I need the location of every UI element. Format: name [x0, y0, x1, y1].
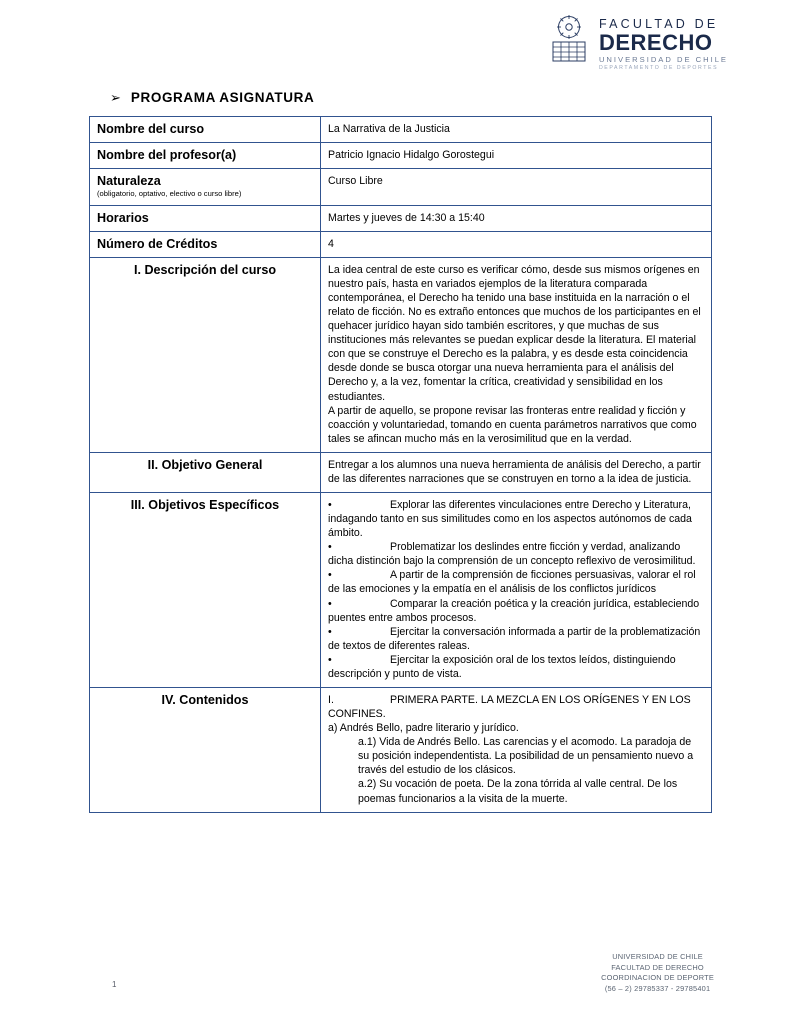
logo-line-department: DEPARTAMENTO DE DEPORTES [598, 65, 719, 72]
table-row [90, 687, 712, 812]
arrow-bullet-icon: ➢ [110, 90, 121, 105]
footer-line: (56 – 2) 29785337 - 29785401 [604, 984, 711, 994]
bullet-item [328, 597, 704, 625]
bullet-text: Ejercitar la exposición oral de los textos leídos, distinguiendo descripción y punto de vista. [328, 653, 676, 680]
content-line-indented: a.1) Vida de Andrés Bello. Las carencias y el acomodo. La paradoja de su posición independentista. La posibilidad de un pensamiento nuevo a través del estudio de los clásicos. [358, 736, 694, 777]
bullet-item [328, 540, 704, 568]
bullet-text: Comparar la creación poética y la creación jurídica, estableciendo puentes entre ambos procesos. [328, 597, 700, 624]
logo-line-derecho: DERECHO [598, 29, 713, 55]
row-value-contents [321, 687, 712, 812]
row-label: Número de Créditos [90, 231, 321, 257]
content-line: a) Andrés Bello, padre literario y jurídico. [328, 722, 519, 735]
logo-text-block [599, 14, 728, 71]
bullet-item [328, 625, 704, 653]
bullet-text: Explorar las diferentes vinculaciones entre Derecho y Literatura, indagando tanto en sus similitudes como en los aspectos autónomos de cada ámbito. [328, 498, 692, 540]
content-numbered-line [328, 693, 704, 721]
page-title: PROGRAMA ASIGNATURA [130, 90, 315, 105]
table-row [90, 143, 712, 169]
row-label: Horarios [90, 205, 321, 231]
table-row [90, 231, 712, 257]
bullet-item [328, 653, 704, 681]
bullet-text: A partir de la comprensión de ficciones persuasivas, valorar el rol de las emociones y la empatía en el análisis de los conflictos jurídicos [328, 569, 696, 596]
document-title-row [110, 90, 314, 105]
row-label-text: Naturaleza [97, 174, 161, 189]
row-value: Martes y jueves de 14:30 a 15:40 [321, 205, 712, 231]
row-value-bullets [321, 492, 712, 687]
bullet-marker: • [328, 653, 332, 666]
bullet-item [328, 568, 704, 596]
table-row [90, 492, 712, 687]
university-crest-icon [547, 14, 591, 66]
content-text: PRIMERA PARTE. LA MEZCLA EN LOS ORÍGENES Y EN LOS CONFINES. [328, 693, 691, 721]
table-row [90, 452, 712, 492]
row-value: Curso Libre [321, 169, 712, 205]
bullet-marker: • [328, 625, 332, 638]
row-label: Nombre del profesor(a) [90, 143, 321, 169]
footer-institution-block [601, 952, 714, 995]
row-label-note: (obligatorio, optativo, electivo o curso libre) [97, 189, 242, 199]
row-value: 4 [321, 231, 712, 257]
row-label: I. Descripción del curso [90, 257, 321, 452]
bullet-marker: • [328, 541, 332, 554]
content-marker: I. [328, 693, 334, 706]
table-row [90, 257, 712, 452]
row-label: Nombre del curso [90, 117, 321, 143]
bullet-marker: • [328, 569, 332, 582]
bullet-item [328, 498, 704, 540]
row-label: IV. Contenidos [90, 687, 321, 812]
table-row [90, 205, 712, 231]
page-number: 1 [112, 980, 117, 989]
row-value: La Narrativa de la Justicia [321, 117, 712, 143]
content-line-indented: a.2) Su vocación de poeta. De la zona tórrida al valle central. De los poemas funcionarios a la visita de la muerte. [358, 778, 678, 805]
bullet-text: Ejercitar la conversación informada a partir de la problematización de textos de diferentes raleas. [328, 625, 701, 652]
bullet-marker: • [328, 597, 332, 610]
table-row [90, 169, 712, 205]
row-value: Entregar a los alumnos una nueva herramienta de análisis del Derecho, a partir de las diferentes narraciones que se construyen en torno a la idea de justicia. [321, 452, 712, 492]
bullet-text: Problematizar los deslindes entre ficción y verdad, analizando dicha distinción bajo la comprensión de un concepto reflexivo de verosimilitud. [328, 541, 696, 568]
row-label: III. Objetivos Específicos [90, 492, 321, 687]
row-value: La idea central de este curso es verificar cómo, desde sus mismos orígenes en nuestro país, hasta en variados ejemplos de la literatura comparada contemporánea, el Derecho ha tenido una base instituida en la narración o el relato de ficción. No es extraño entonces que muchos de los participantes en el quehacer jurídico hayan sido también escritores, y que muchas de sus instituciones más relevantes se puedan explicar desde la literatura. El material con que se construye el Derecho es la palabra, y es desde esta coincidencia desde donde se busca otorgar una nueva herramienta para el análisis del Derecho y, a la vez, fomentar la crítica, creatividad y sensibilidad en los estudiantes. A partir de aquello, se propone revisar las fronteras entre realidad y ficción y coacción y voluntariedad, tomando en cuenta parámetros narrativos que como tales se afincan mucho más en la verosimilitud que en la verdad. [321, 257, 712, 452]
footer-line: UNIVERSIDAD DE CHILE [612, 952, 703, 961]
row-value: Patricio Ignacio Hidalgo Gorostegui [321, 143, 712, 169]
bullet-marker: • [328, 498, 332, 511]
row-label: II. Objetivo General [90, 452, 321, 492]
footer-line: COORDINACION DE DEPORTE [601, 973, 714, 983]
logo-line-faculty: FACULTAD DE [598, 17, 719, 31]
logo-line-university: UNIVERSIDAD DE CHILE [598, 54, 728, 64]
table-row [90, 117, 712, 143]
faculty-logo [547, 14, 728, 71]
program-table [89, 116, 712, 813]
row-label [90, 169, 321, 205]
footer-line: FACULTAD DE DERECHO [611, 962, 704, 972]
